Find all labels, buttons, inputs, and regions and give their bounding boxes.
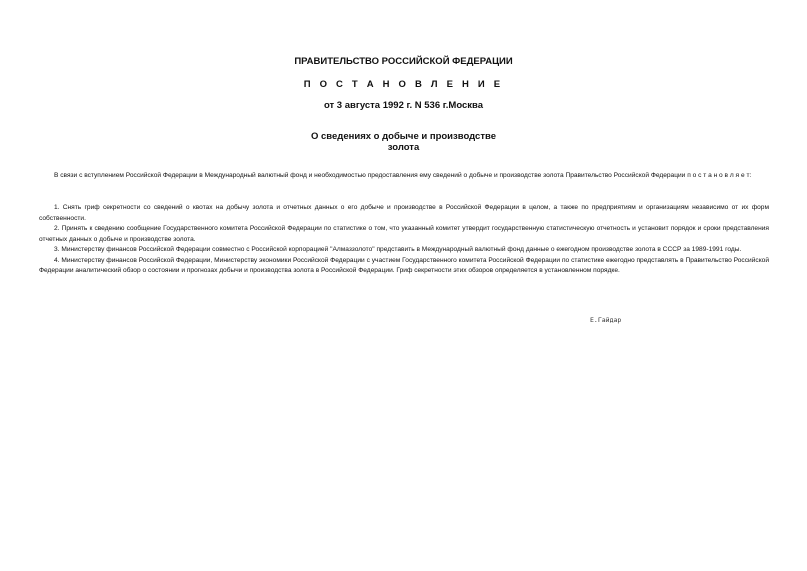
document-title: [0, 131, 807, 153]
resolution-item-4: 4. Министерству финансов Российской Федерации, Министерству экономики Российской Федерации с участием Государственного комитета Российской Федерации по статистике ежегодно представлять в Правительство Российской Федерации аналитический обзор о состоянии и прогнозах добычи и производства золота в Российской Федерации. Гриф секретности этих обзоров определяется в установленном порядке.: [39, 256, 769, 274]
government-heading: ПРАВИТЕЛЬСТВО РОССИЙСКОЙ ФЕДЕРАЦИИ: [294, 56, 513, 67]
resolution-items: [39, 203, 769, 277]
intro-paragraph-block: [39, 171, 769, 182]
date-number-line: от 3 августа 1992 г. N 536 г.Москва: [323, 100, 484, 111]
intro-paragraph: В связи с вступлением Российской Федерации в Международный валютный фонд и необходимостью предоставления ему сведений о добыче и производстве золота Правительство Российской Федерации п о с т а н о в л я е т:: [54, 172, 752, 179]
title-line-2: золота: [387, 142, 420, 153]
resolution-item-2: 2. Принять к сведению сообщение Государственного комитета Российской Федерации по статистике о том, что указанный комитет утвердит государственную статистическую отчетность и установит порядок и сроки представления отчетных данных о добыче и производстве золота.: [39, 225, 769, 243]
document-type-heading: П О С Т А Н О В Л Е Н И Е: [303, 79, 504, 90]
resolution-item-3: 3. Министерству финансов Российской Федерации совместно с Российской корпорацией "Алмаззолото" представить в Международный валютный фонд данные о ежегодном производстве золота в СССР за 1989-1991 годы.: [54, 246, 742, 253]
resolution-item-1: 1. Снять гриф секретности со сведений о квотах на добычу золота и отчетных данных о его добыче и производстве в Российской Федерации в целом, а также по предприятиям и организациям независимо от их форм собственности.: [39, 204, 769, 222]
title-line-1: О сведениях о добыче и производстве: [311, 131, 496, 142]
signature: Е.Гайдар: [590, 316, 622, 324]
